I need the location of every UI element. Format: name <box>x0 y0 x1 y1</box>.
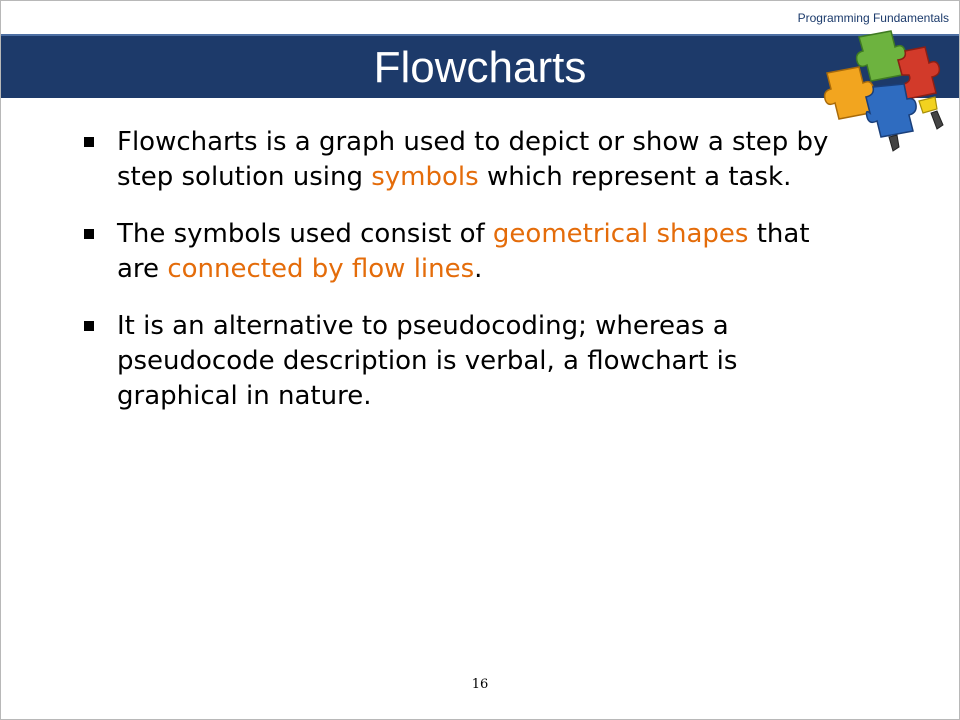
highlighted-text: geometrical shapes <box>492 219 749 249</box>
bullet-marker-icon <box>84 321 94 331</box>
bullet-marker-icon <box>84 137 94 147</box>
bullet-item <box>81 125 851 195</box>
bullet-marker-icon <box>84 229 94 239</box>
bullet-text: . <box>474 254 483 284</box>
bullet-text: Flowcharts is a graph used to depict or show a step by step solution using <box>117 127 829 192</box>
course-label: Programming Fundamentals <box>797 11 949 25</box>
bullet-text: that are <box>117 219 810 284</box>
bullet-text: which represent a task. <box>478 162 792 192</box>
bullet-item <box>81 309 851 414</box>
bullet-list <box>81 125 851 436</box>
highlighted-text: connected by flow lines <box>167 254 475 284</box>
bullet-item <box>81 217 851 287</box>
slide-title: Flowcharts <box>373 43 587 92</box>
page-number: 16 <box>471 677 489 692</box>
highlighted-text: symbols <box>371 162 479 192</box>
bullet-text: It is an alternative to pseudocoding; whereas a pseudocode description is verbal, a flowchart is graphical in nature. <box>117 311 738 411</box>
title-bar <box>1 34 959 98</box>
bullet-text: The symbols used consist of <box>117 219 493 249</box>
